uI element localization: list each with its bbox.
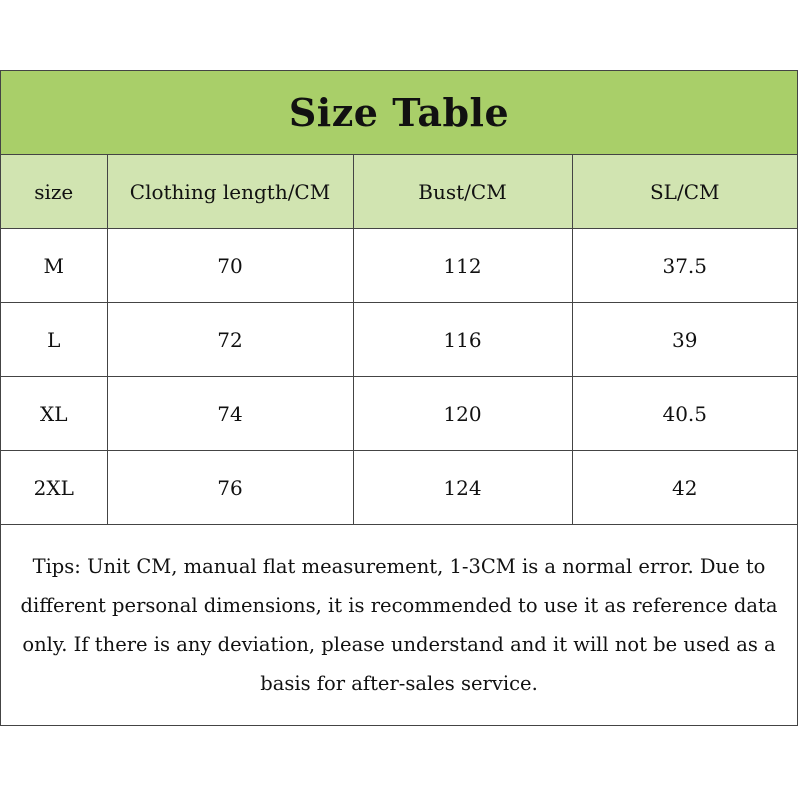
table-row [1,303,797,377]
column-header-sleeve-length: SL/CM [572,155,797,229]
cell-sleeve-length: 37.5 [572,229,797,303]
cell-clothing-length: 72 [107,303,353,377]
title-bar [1,71,797,155]
cell-clothing-length: 76 [107,451,353,525]
column-header-clothing-length: Clothing length/CM [107,155,353,229]
cell-size: XL [1,377,107,451]
cell-clothing-length: 74 [107,377,353,451]
tips-note: Tips: Unit CM, manual flat measurement, 1-3CM is a normal error. Due to different personal dimensions, it is recommended to use it as reference data only. If there is any deviation, please understand and it will not be used as a basis for after-sales service. [20,555,778,695]
size-table [1,155,797,525]
table-row [1,451,797,525]
cell-size: 2XL [1,451,107,525]
cell-sleeve-length: 40.5 [572,377,797,451]
cell-bust: 124 [353,451,572,525]
cell-bust: 120 [353,377,572,451]
cell-bust: 116 [353,303,572,377]
cell-sleeve-length: 42 [572,451,797,525]
cell-bust: 112 [353,229,572,303]
column-header-bust: Bust/CM [353,155,572,229]
page-title: Size Table [288,90,510,135]
cell-clothing-length: 70 [107,229,353,303]
cell-sleeve-length: 39 [572,303,797,377]
table-row [1,377,797,451]
table-row [1,229,797,303]
table-header-row [1,155,797,229]
cell-size: L [1,303,107,377]
column-header-size: size [1,155,107,229]
cell-size: M [1,229,107,303]
size-chart [0,70,798,726]
